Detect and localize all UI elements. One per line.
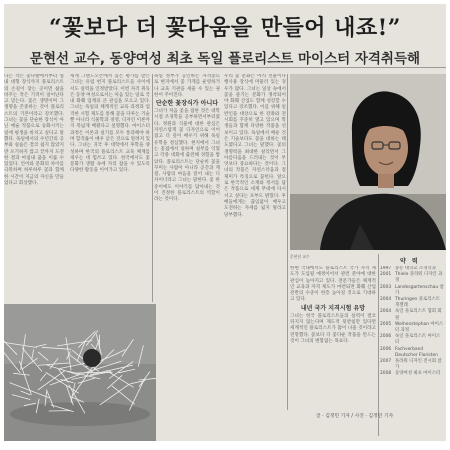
profile-year: 2006	[380, 334, 392, 340]
body-text: 그녀는 한국 플로리스트들의 실력이 결코 뒤지지 않는다며 제도적 뒷받침만 있다면 세계적인 플로리스트가 많이 나올 것이라고 전망했다. 꽃보다 더 꽃다운 작품을 만드는 것이 그녀의 변함없는 목표다.	[290, 313, 376, 344]
profile-entry	[380, 371, 444, 377]
profile-text: 독일 플로리스트 협회 회원	[395, 309, 442, 321]
body-text: 그녀가 처음 꽃을 접한 것은 대학 시절 조경학을 공부하면서부터였다. 정원과 식물에 대한 관심은 자연스럽게 꽃 디자인으로 이어졌고 더 깊이 배우기 위해 독일 유학을 결심했다. 현지에서 그녀는 꽃집에서 일하며 실무를 익혔고 각종 대회에 출전해 경험을 쌓았다. 플로리스트는 단순히 꽃을 꾸미는 사람이 아니라 공간과 계절, 사람의 마음을 읽어 내는 디자이너라고 그녀는 말한다. 꽃 한 송이에도 이야기를 담아내는 것이 진정한 플로리스트의 역할이라는 것이다.	[154, 109, 220, 203]
byline: 글 · 김정민 기자 / 사진 · 김정민 기자	[316, 414, 394, 419]
column-rule	[152, 74, 153, 302]
profile-entry	[380, 347, 444, 359]
subtitle-future: 내년 국가 지격시험 유망	[300, 304, 366, 312]
profile-entry	[380, 322, 444, 334]
top-rule	[4, 67, 446, 68]
profile-text: Thuringen 플로리스트 게젤레	[395, 297, 440, 309]
body-column-5	[290, 266, 376, 406]
newspaper-clipping	[4, 4, 446, 441]
profile-rule	[378, 254, 379, 436]
profile-text: Weihenstephan 마이스터 과정	[395, 321, 444, 334]
subheadline: 문현선 교수, 동양여성 최초 독일 플로리스트 마이스터 자격취득해	[29, 51, 421, 67]
profile-year: 2008	[380, 371, 392, 377]
profile-text: 독일 플로리스트 마이스터	[395, 334, 441, 346]
body-column-1	[4, 74, 64, 302]
portrait-illustration	[290, 74, 446, 250]
profile-text: 동양여성 최초 마이스터	[395, 371, 441, 377]
body-text: 한편 국내에서도 플로리스트 국가 자격 제도가 도입될 예정이어서 관련 분야에 대한 관심이 높아지고 있다. 전문가들은 체계적인 교육과 자격 제도가 마련되면 화훼 산업 전반의 수준이 한층 높아질 것으로 기대하고 있다.	[290, 266, 376, 303]
profile-year: 2001	[380, 272, 392, 278]
profile-year: 2005	[380, 321, 392, 327]
profile-year: 2003	[380, 284, 392, 290]
profile-text: Thiele 플라워 디자인 과정	[395, 272, 443, 284]
portrait-photo	[290, 74, 446, 250]
profile-text: 플라워 디자인 전시회 참가	[395, 359, 442, 371]
profile-text: Fachverband Deutscher Floristen	[395, 346, 438, 358]
profile-year: 2006	[380, 346, 392, 352]
profile-text: Landesgartenschau 참가	[395, 284, 444, 296]
profile-entry	[380, 272, 444, 284]
body-column-3	[154, 74, 220, 302]
profile-year: 2004	[380, 297, 392, 303]
profile-entry	[380, 285, 444, 297]
profile-entry	[380, 359, 444, 371]
flower-artwork-photo	[4, 304, 156, 441]
profile-year: 1997	[380, 266, 392, 271]
body-text: 세계 그랜드오픈에서 높은 평가를 받은 그녀는 유럽 현지 플로리스트들 사이에서도 실력을 인정받았다. 이번 자격 취득은 동양 여성으로서는 처음 있는 일로 국내 화훼 업계의 큰 관심을 모으고 있다. 그녀는 독일의 체계적인 교육 과정과 엄격한 시험 제도를 통해 꽃을 다루는 기술뿐 아니라 식물학과 경영, 디자인 이론까지 폭넓게 배웠다고 설명했다. 마이스터 과정은 이론과 실기를 모두 통과해야 하며 합격률이 매우 낮은 것으로 알려져 있다. 그녀는 귀국 후 대학에서 후학을 양성하며 한국의 플로리스트 교육 체계를 세우는 데 힘쓰고 있다. 한국에서도 꽃 문화가 생활 속에 자리 잡을 수 있도록 다양한 활동을 이어가고 있다.	[70, 74, 150, 174]
profile-entry	[380, 334, 444, 346]
profile-list	[380, 266, 444, 436]
body-text: 독일 정부가 공인하는 자격증으로 현지에서 꽃 가게를 운영하거나 교육 기관을 세울 수 있는 권한이 주어진다.	[154, 74, 220, 98]
subtitle-beginning: 단순한 꽃장식가 아니다	[155, 100, 219, 108]
profile-text: 숭문 대학교 조경학과	[395, 266, 436, 271]
profile-title: 약 력	[400, 258, 420, 265]
column-rule	[287, 74, 288, 410]
body-text: 우리 꽃 문화는 아직 선물이나 행사용 장식에 머물러 있는 경우가 많다. 그녀는 일상 속에서 꽃을 즐기는 문화가 정착되어야 화훼 산업도 함께 성장할 수 있다고 강조했다. 이를 위해 일반인을 대상으로 한 강좌와 전시회를 꾸준히 열고 있으며 학생들과 함께 다양한 작품을 선보이고 있다. 독일에서 배운 것은 기술보다도 꽃을 대하는 태도였다고 그녀는 말했다. 꽃의 생명력을 최대한 살리면서 그 아름다움을 드러내는 것이 무엇보다 중요하다는 것이다. 그녀의 작품은 자연스러움과 절제미가 특징으로 꼽힌다. 앞으로 한국적인 소재와 정서를 담은 작품으로 세계 무대에 다시 서고 싶다는 포부도 밝혔다. 후배들에게는 끊임없이 배우고 도전하는 자세를 잃지 말라고 당부했다.	[224, 74, 286, 218]
body-column-4	[224, 74, 286, 410]
profile-entry	[380, 309, 444, 321]
profile-entry	[380, 297, 444, 309]
profile-year: 2007	[380, 359, 392, 365]
flower-artwork-illustration	[4, 304, 156, 441]
body-text: 나는 작은 꽃다발에서부터 실내 대형 장식까지 플로리스트의 손길이 닿는 곳이면 삶을 바꾸는 작은 기적이 일어난다고 믿는다. 꽃은 생명이며 그 생명을 존중하는 것이 플로리스트의 기본이라고 강조했다. 그녀는 꽃을 단순한 장식이 아닌 예술 작품으로 승화시키는 일에 평생을 바치고 싶다고 말했다. 독일에서의 수년간의 공부와 실습은 결코 쉽지 않았지만 포기하지 않고 끝까지 도전한 결과 마침내 꿈을 이룰 수 있었다. 언어와 문화의 차이를 극복하며 하루하루 꽃과 함께한 시간이 지금의 자신을 만들었다고 회상했다.	[4, 74, 64, 187]
profile-year: 2004	[380, 309, 392, 315]
headline: “꽃보다 더 꽃다움을 만들어 내죠!”	[49, 15, 401, 41]
body-column-2	[70, 74, 150, 302]
photo-caption: 문현선 교수	[290, 254, 310, 259]
